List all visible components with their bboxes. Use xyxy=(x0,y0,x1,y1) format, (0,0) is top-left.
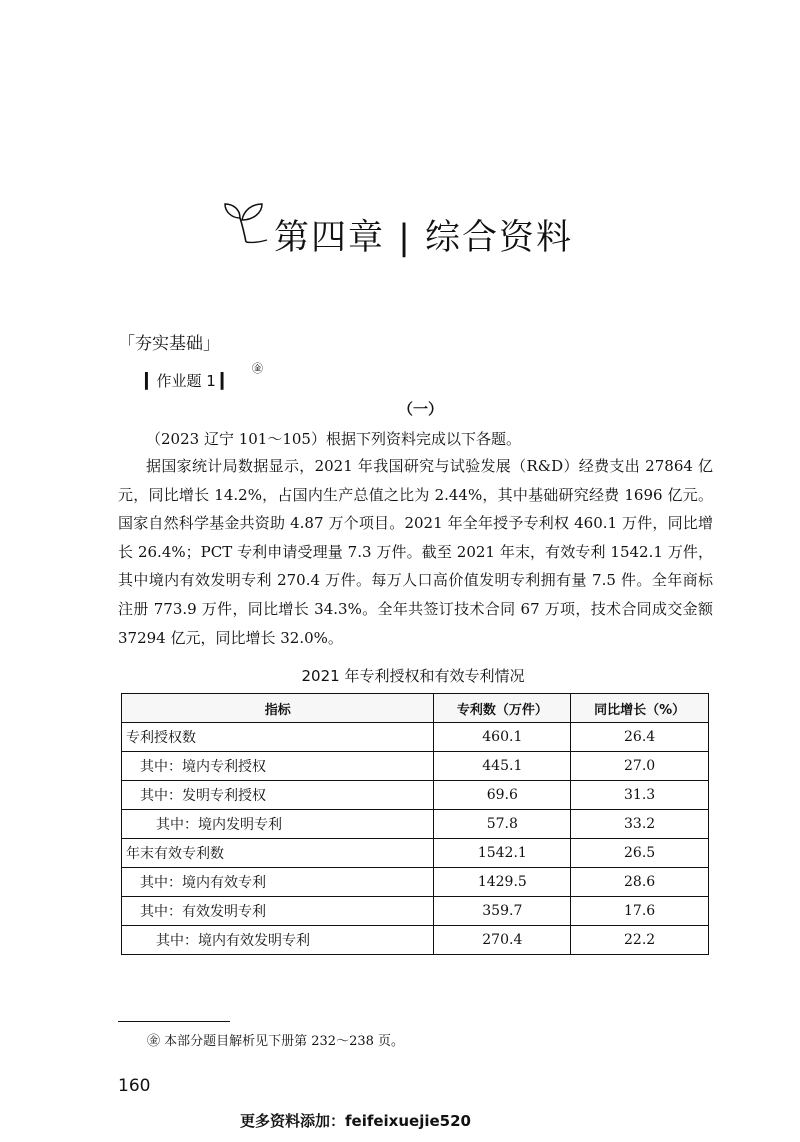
footnote-divider xyxy=(118,1021,230,1022)
row-count: 270.4 xyxy=(434,926,571,955)
table-caption: 2021 年专利授权和有效专利情况 xyxy=(301,667,525,685)
row-growth: 33.2 xyxy=(571,810,709,839)
row-count: 359.7 xyxy=(434,897,571,926)
row-indicator: 其中：有效发明专利 xyxy=(122,897,434,926)
header-count: 专利数（万件） xyxy=(434,694,571,723)
row-growth: 26.4 xyxy=(571,723,709,752)
row-count: 460.1 xyxy=(434,723,571,752)
row-count: 1542.1 xyxy=(434,839,571,868)
sprout-icon xyxy=(222,196,270,246)
row-count: 1429.5 xyxy=(434,868,571,897)
patent-table xyxy=(121,693,709,955)
question-intro: （2023 辽宁 101～105）根据下列资料完成以下各题。 xyxy=(146,430,521,448)
footnote: ㊎ 本部分题目解析见下册第 232～238 页。 xyxy=(147,1034,405,1049)
footnote-marker-icon: ㊎ xyxy=(252,362,263,375)
row-growth: 17.6 xyxy=(571,897,709,926)
table-row xyxy=(122,839,709,868)
row-indicator: 其中：境内有效发明专利 xyxy=(122,926,434,955)
row-indicator: 其中：境内有效专利 xyxy=(122,868,434,897)
table-row xyxy=(122,752,709,781)
table-row xyxy=(122,810,709,839)
table-row xyxy=(122,926,709,955)
table-row xyxy=(122,781,709,810)
row-indicator: 其中：境内专利授权 xyxy=(122,752,434,781)
row-indicator: 其中：境内发明专利 xyxy=(122,810,434,839)
chapter-title: 第四章 | 综合资料 xyxy=(274,218,574,258)
table-row xyxy=(122,897,709,926)
row-count: 57.8 xyxy=(434,810,571,839)
part-label: （一） xyxy=(398,400,444,418)
promo-text: 更多资料添加：feifeixuejie520 xyxy=(240,1112,471,1130)
row-growth: 22.2 xyxy=(571,926,709,955)
row-count: 445.1 xyxy=(434,752,571,781)
header-growth: 同比增长（%） xyxy=(571,694,709,723)
homework-label: ▎作业题 1 ▎ xyxy=(145,372,233,390)
table-row xyxy=(122,723,709,752)
table-row xyxy=(122,868,709,897)
row-indicator: 年末有效专利数 xyxy=(122,839,434,868)
page-number: 160 xyxy=(118,1076,151,1096)
row-growth: 31.3 xyxy=(571,781,709,810)
row-indicator: 专利授权数 xyxy=(122,723,434,752)
material-paragraph: 据国家统计局数据显示，2021 年我国研究与试验发展（R&D）经费支出 27864 亿元，同比增长 14.2%，占国内生产总值之比为 2.44%，其中基础研究经费 1696 亿元。国家自然科学基金共资助 4.87 万个项目。2021 年全年授予专利权 460.1 万件，同比增长 26.4%；PCT 专利申请受理量 7.3 万件。截至 2021 年末，有效专利 1542.1 万件，其中境内有效发明专利 270.4 万件。每万人口高价值发明专利拥有量 7.5 件。全年商标注册 773.9 万件，同比增长 34.3%。全年共签订技术合同 67 万项，技术合同成交金额 37294 亿元，同比增长 32.0%。 xyxy=(118,457,713,647)
row-growth: 26.5 xyxy=(571,839,709,868)
row-count: 69.6 xyxy=(434,781,571,810)
table-header-row xyxy=(122,694,709,723)
row-growth: 27.0 xyxy=(571,752,709,781)
row-growth: 28.6 xyxy=(571,868,709,897)
row-indicator: 其中：发明专利授权 xyxy=(122,781,434,810)
section-title: 「夯实基础」 xyxy=(118,334,220,354)
header-indicator: 指标 xyxy=(122,694,434,723)
